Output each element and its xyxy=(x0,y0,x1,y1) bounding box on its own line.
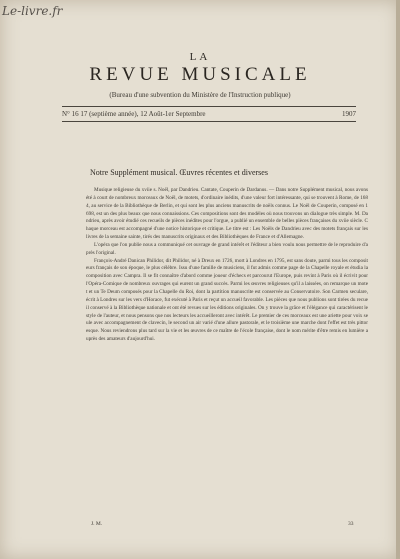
watermark: Le-livre.fr xyxy=(2,4,63,18)
article-body xyxy=(86,187,368,519)
journal-subtitle: (Bureau d'une subvention du Ministère de l'Instruction publique) xyxy=(109,91,291,99)
section-heading: Notre Supplément musical. Œuvres récentes et diverses xyxy=(90,168,268,177)
paragraph: Musique religieuse du xviie s. Noël, par Dandrieu. Cantate, Couperin de Dardanus. — Dans notre Supplément musical, nous avons été à court de nombreux morceaux de Noël, de motets, d'ordinaire inédits, d'une valeur fort intéressante, qui se trouvent à Rome, de 1684, au service de la Bibliothèque de Berlin, et qui sont les plus anciens manuscrits de noëls connus. Le Noël de Couperin, composé en 1698, est un des plus beaux que nous connaissions. Ces compositions sont des modèles où nous trouvons un dialogue très simple. M. Dandrieu, après avoir étudié ces recueils de pièces inédites pour l'orgue, a publié un ensemble de belles pièces françaises du xviie siècle. Chaque morceau est accompagné d'une notice historique et critique. Le titre est : Les Noëls de Dandrieu avec des motets français sur les livres de la semaine sainte, tirés des manuscrits originaux et des Bibliothèques de France et d'Allemagne. xyxy=(86,187,368,241)
header-rule-top xyxy=(62,106,356,107)
paragraph: L'opéra que l'on publie nous a communiqué cet ouvrage de grand intérêt et l'éditeur a bien voulu nous permettre de le reproduire d'après l'original. xyxy=(86,241,368,256)
journal-title: REVUE MUSICALE xyxy=(89,64,311,85)
header-rule-bottom xyxy=(62,121,356,122)
paragraph: François-André Danican Philidor, dit Philidor, né à Dreux en 1726, mort à Londres en 1795, est sans doute, parmi tous les compositeurs français de son époque, le plus célèbre. Issu d'une famille de musiciens, il fut admis comme page de la Chapelle royale et étudia la composition avec Campra. Il se fit connaître d'abord comme joueur d'échecs et parcourut l'Europe, puis revint à Paris où il écrivit pour l'Opéra-Comique de nombreux ouvrages qui eurent un grand succès. Parmi les œuvres religieuses qu'il a laissées, on remarque un motet et un Te Deum composés pour la Chapelle du Roi, dont la partition manuscrite est conservée au Conservatoire. Son Carmen seculare, écrit à Londres sur les vers d'Horace, fut exécuté à Paris et reçut un accueil favorable. Les pièces que nous publions sont tirées du recueil conservé à la Bibliothèque nationale et ont été revues sur les éditions originales. On y trouve la grâce et l'élégance qui caractérisent le style de l'auteur, et nous pensons que nos lecteurs les accueilleront avec intérêt. Le premier de ces morceaux est une ariette pour voix seule avec accompagnement de clavecin, le second un air varié d'une allure pastorale, et le troisième une marche dont l'effet est très pittoresque. Nous reviendrons plus tard sur la vie et les œuvres de ce maître de l'école française, dont le nom mérite d'être remis en lumière auprès des amateurs d'aujourd'hui. xyxy=(86,257,368,343)
masthead-la: LA xyxy=(189,51,211,63)
issue-number: N° 16 17 (septième année), 12 Août-1er Septembre xyxy=(62,110,206,118)
page-number: 33 xyxy=(348,521,354,527)
issue-page: 1907 xyxy=(342,110,356,118)
signature: J. M. xyxy=(91,521,103,527)
